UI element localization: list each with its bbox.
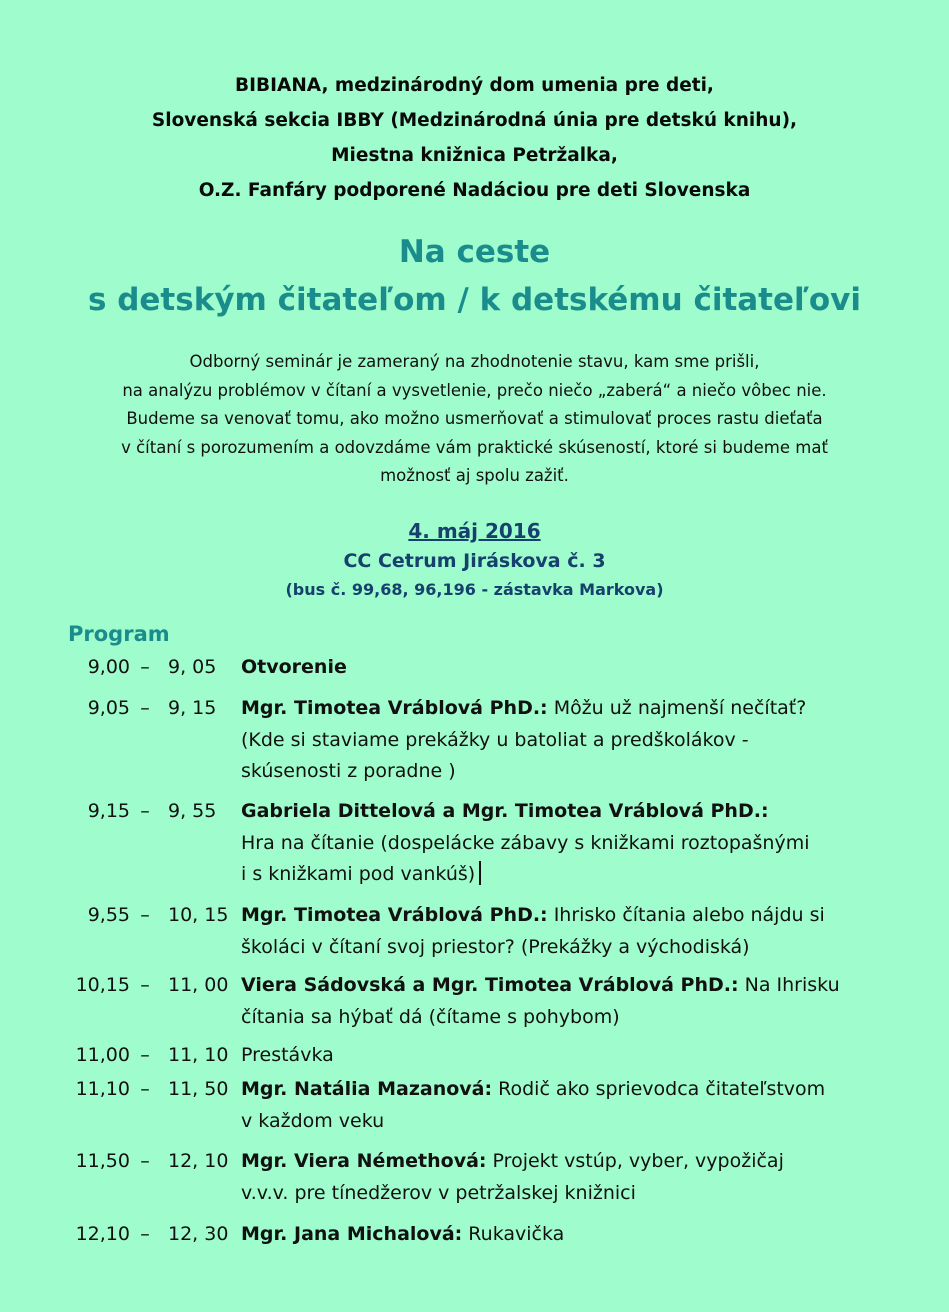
end-time: 9, 15 — [168, 697, 217, 719]
start-time: 11,50 — [75, 1150, 130, 1172]
description-line: i s knižkami pod vankúš) — [241, 859, 901, 891]
organizer-line: Slovenská sekcia IBBY (Medzinárodná únia pre detskú knihu), — [151, 110, 798, 131]
speaker-name: Mgr. Jana Michalová: — [241, 1223, 463, 1245]
title-line-1: Na ceste — [398, 234, 551, 270]
session-description — [241, 652, 901, 684]
session-topic: Rukavička — [462, 1223, 565, 1245]
description-line — [241, 1040, 901, 1072]
description-line: školáci v čítaní svoj priestor? (Prekážky a východiská) — [241, 935, 750, 958]
time-dash: – — [140, 656, 150, 678]
session-topic: Ihrisko čítania alebo nájdu si — [547, 904, 825, 926]
start-time: 9,55 — [87, 904, 130, 926]
event-venue: CC Cetrum Jiráskova č. 3 — [343, 550, 606, 572]
event-date: 4. máj 2016 — [408, 519, 541, 543]
end-time: 9, 05 — [168, 656, 217, 678]
title-line-2: s detským čitateľom / k detskému čitateľovi — [87, 282, 862, 318]
end-time: 10, 15 — [168, 904, 229, 926]
session-description — [241, 1074, 901, 1137]
session-description — [241, 900, 901, 963]
session-description — [241, 1219, 901, 1251]
speaker-name: Mgr. Timotea Vráblová PhD.: — [241, 904, 548, 926]
session-topic: Môžu už najmenší nečítať? — [547, 697, 807, 719]
organizer-line: Miestna knižnica Petržalka, — [331, 145, 618, 166]
intro-line: v čítaní s porozumením a odovzdáme vám praktické skúseností, ktoré si budeme mať — [121, 437, 828, 457]
intro-line: na analýzu problémov v čítaní a vysvetlenie, prečo niečo „zaberá“ a niečo vôbec nie. — [122, 380, 827, 400]
time-dash: – — [140, 1078, 150, 1100]
program-heading: Program — [68, 622, 170, 646]
time-dash: – — [140, 697, 150, 719]
speaker-name: Gabriela Dittelová a Mgr. Timotea Vráblová PhD.: — [241, 800, 769, 822]
time-dash: – — [140, 974, 150, 996]
text-cursor — [479, 861, 481, 885]
session-description — [241, 1040, 901, 1072]
intro-line: Odborný seminár je zameraný na zhodnotenie stavu, kam sme prišli, — [189, 352, 760, 371]
speaker-name: Mgr. Natália Mazanová: — [241, 1078, 493, 1100]
speaker-name: Viera Sádovská a Mgr. Timotea Vráblová PhD.: — [241, 974, 739, 996]
description-line — [241, 796, 901, 828]
event-bus-info: (bus č. 99,68, 96,196 - zástavka Markova) — [285, 580, 664, 599]
description-line — [241, 693, 901, 725]
time-dash: – — [140, 904, 150, 926]
seminar-title — [0, 228, 949, 324]
intro-line: Budeme sa venovať tomu, ako možno usmerňovať a stimulovať proces rastu dieťaťa — [126, 409, 823, 428]
description-line — [241, 1146, 901, 1178]
start-time: 11,00 — [75, 1044, 130, 1066]
session-topic: Rodič ako sprievodca čitateľstvom — [492, 1078, 826, 1100]
speaker-name: Mgr. Viera Némethová: — [241, 1150, 487, 1172]
end-time: 12, 10 — [168, 1150, 229, 1172]
start-time: 11,10 — [75, 1078, 130, 1100]
description-line — [241, 900, 901, 932]
end-time: 9, 55 — [168, 800, 217, 822]
session-description — [241, 1146, 901, 1209]
end-time: 11, 10 — [168, 1044, 229, 1066]
description-line — [241, 970, 901, 1002]
organizers-block — [0, 68, 949, 208]
end-time: 11, 50 — [168, 1078, 229, 1100]
description-line: Hra na čítanie (dospelácke zábavy s knižkami roztopašnými — [241, 831, 810, 854]
session-topic: Na Ihrisku — [738, 974, 840, 996]
time-dash: – — [140, 1044, 150, 1066]
session-description — [241, 970, 901, 1033]
description-line — [241, 652, 901, 684]
session-description — [241, 796, 901, 891]
description-line: v.v.v. pre tínedžerov v petržalskej knižnici — [241, 1181, 636, 1204]
intro-paragraph — [0, 348, 949, 491]
description-line: skúsenosti z poradne ) — [241, 760, 456, 782]
event-info — [0, 516, 949, 604]
time-dash: – — [140, 1150, 150, 1172]
start-time: 10,15 — [75, 974, 130, 996]
session-description — [241, 693, 901, 788]
intro-line: možnosť aj spolu zažiť. — [380, 466, 569, 485]
end-time: 12, 30 — [168, 1223, 229, 1245]
time-dash: – — [140, 800, 150, 822]
organizer-line: BIBIANA, medzinárodný dom umenia pre deti, — [235, 75, 714, 96]
organizer-line: O.Z. Fanfáry podporené Nadáciou pre deti Slovenska — [198, 180, 751, 201]
description-line — [241, 1074, 901, 1106]
start-time: 12,10 — [75, 1223, 130, 1245]
speaker-name: Otvorenie — [241, 656, 347, 678]
description-line: čítania sa hýbať dá (čítame s pohybom) — [241, 1005, 620, 1028]
session-topic: Projekt vstúp, vyber, vypožičaj — [486, 1150, 784, 1172]
time-dash: – — [140, 1223, 150, 1245]
description-line: v každom veku — [241, 1109, 385, 1132]
start-time: 9,00 — [87, 656, 130, 678]
end-time: 11, 00 — [168, 974, 229, 996]
description-line: (Kde si staviame prekážky u batoliat a predškolákov - — [241, 728, 749, 751]
start-time: 9,05 — [87, 697, 130, 719]
speaker-name: Mgr. Timotea Vráblová PhD.: — [241, 697, 548, 719]
description-line — [241, 1219, 901, 1251]
start-time: 9,15 — [87, 800, 130, 822]
session-topic: Prestávka — [241, 1044, 334, 1066]
